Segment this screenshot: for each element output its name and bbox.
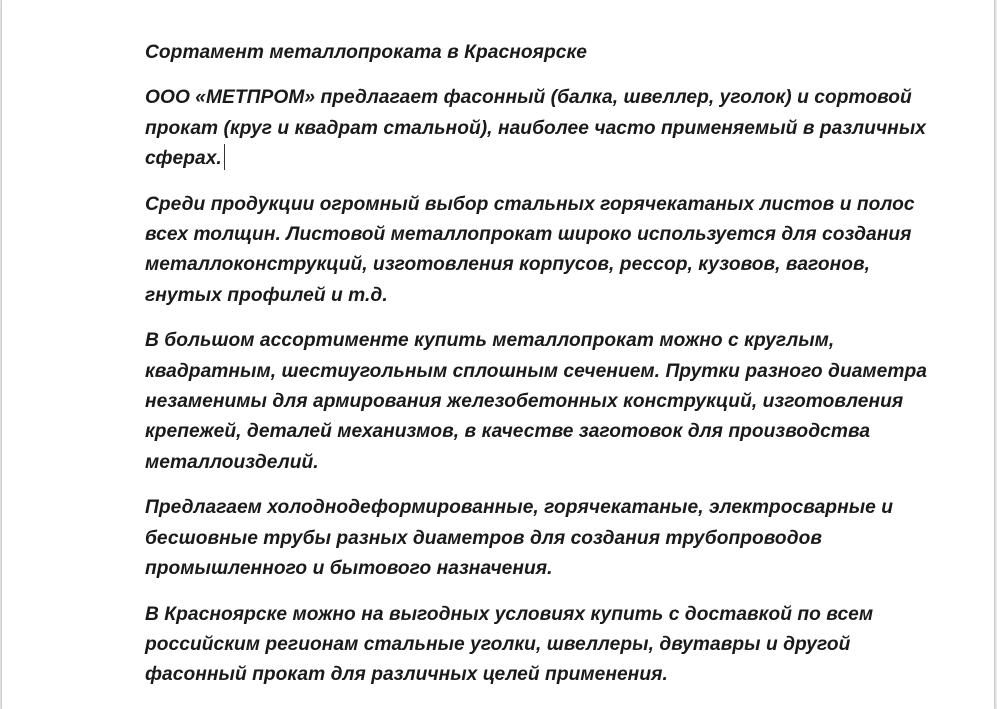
document-body[interactable] bbox=[145, 38, 935, 706]
paragraph-3: В большом ассортименте купить металлопрокат можно с круглым, квадратным, шестиугольным сплошным сечением. Прутки разного диаметра незаменимы для армирования железобетонных конструкций, изготовления крепежей, деталей механизмов, в качестве заготовок для производства металлоизделий. bbox=[145, 330, 927, 473]
text-cursor bbox=[224, 144, 225, 170]
paragraph-4: Предлагаем холоднодеформированные, горячекатаные, электросварные и бесшовные трубы разных диаметров для создания трубопроводов промышленного и бытового назначения. bbox=[145, 497, 894, 580]
paragraph-1 bbox=[145, 83, 935, 174]
document-title: Сортамент металлопроката в Красноярске bbox=[145, 42, 587, 63]
document-page[interactable] bbox=[2, 0, 994, 709]
paragraph-5: В Красноярске можно на выгодных условиях купить с доставкой по всем российским регионам стальные уголки, швеллеры, двутавры и другой фасонный прокат для различных целей применения. bbox=[145, 603, 874, 686]
paragraph-1-text: ООО «МЕТПРОМ» предлагает фасонный (балка, швеллер, уголок) и сортовой прокат (круг и квадрат стальной), наиболее часто применяемый в различных сферах. bbox=[145, 87, 926, 170]
paragraph-2: Среди продукции огромный выбор стальных горячекатаных листов и полос всех толщин. Листовой металлопрокат широко используется для создания металлоконструкций, изготовления корпусов, рессор, кузовов, вагонов, гнутых профилей и т.д. bbox=[145, 193, 915, 306]
